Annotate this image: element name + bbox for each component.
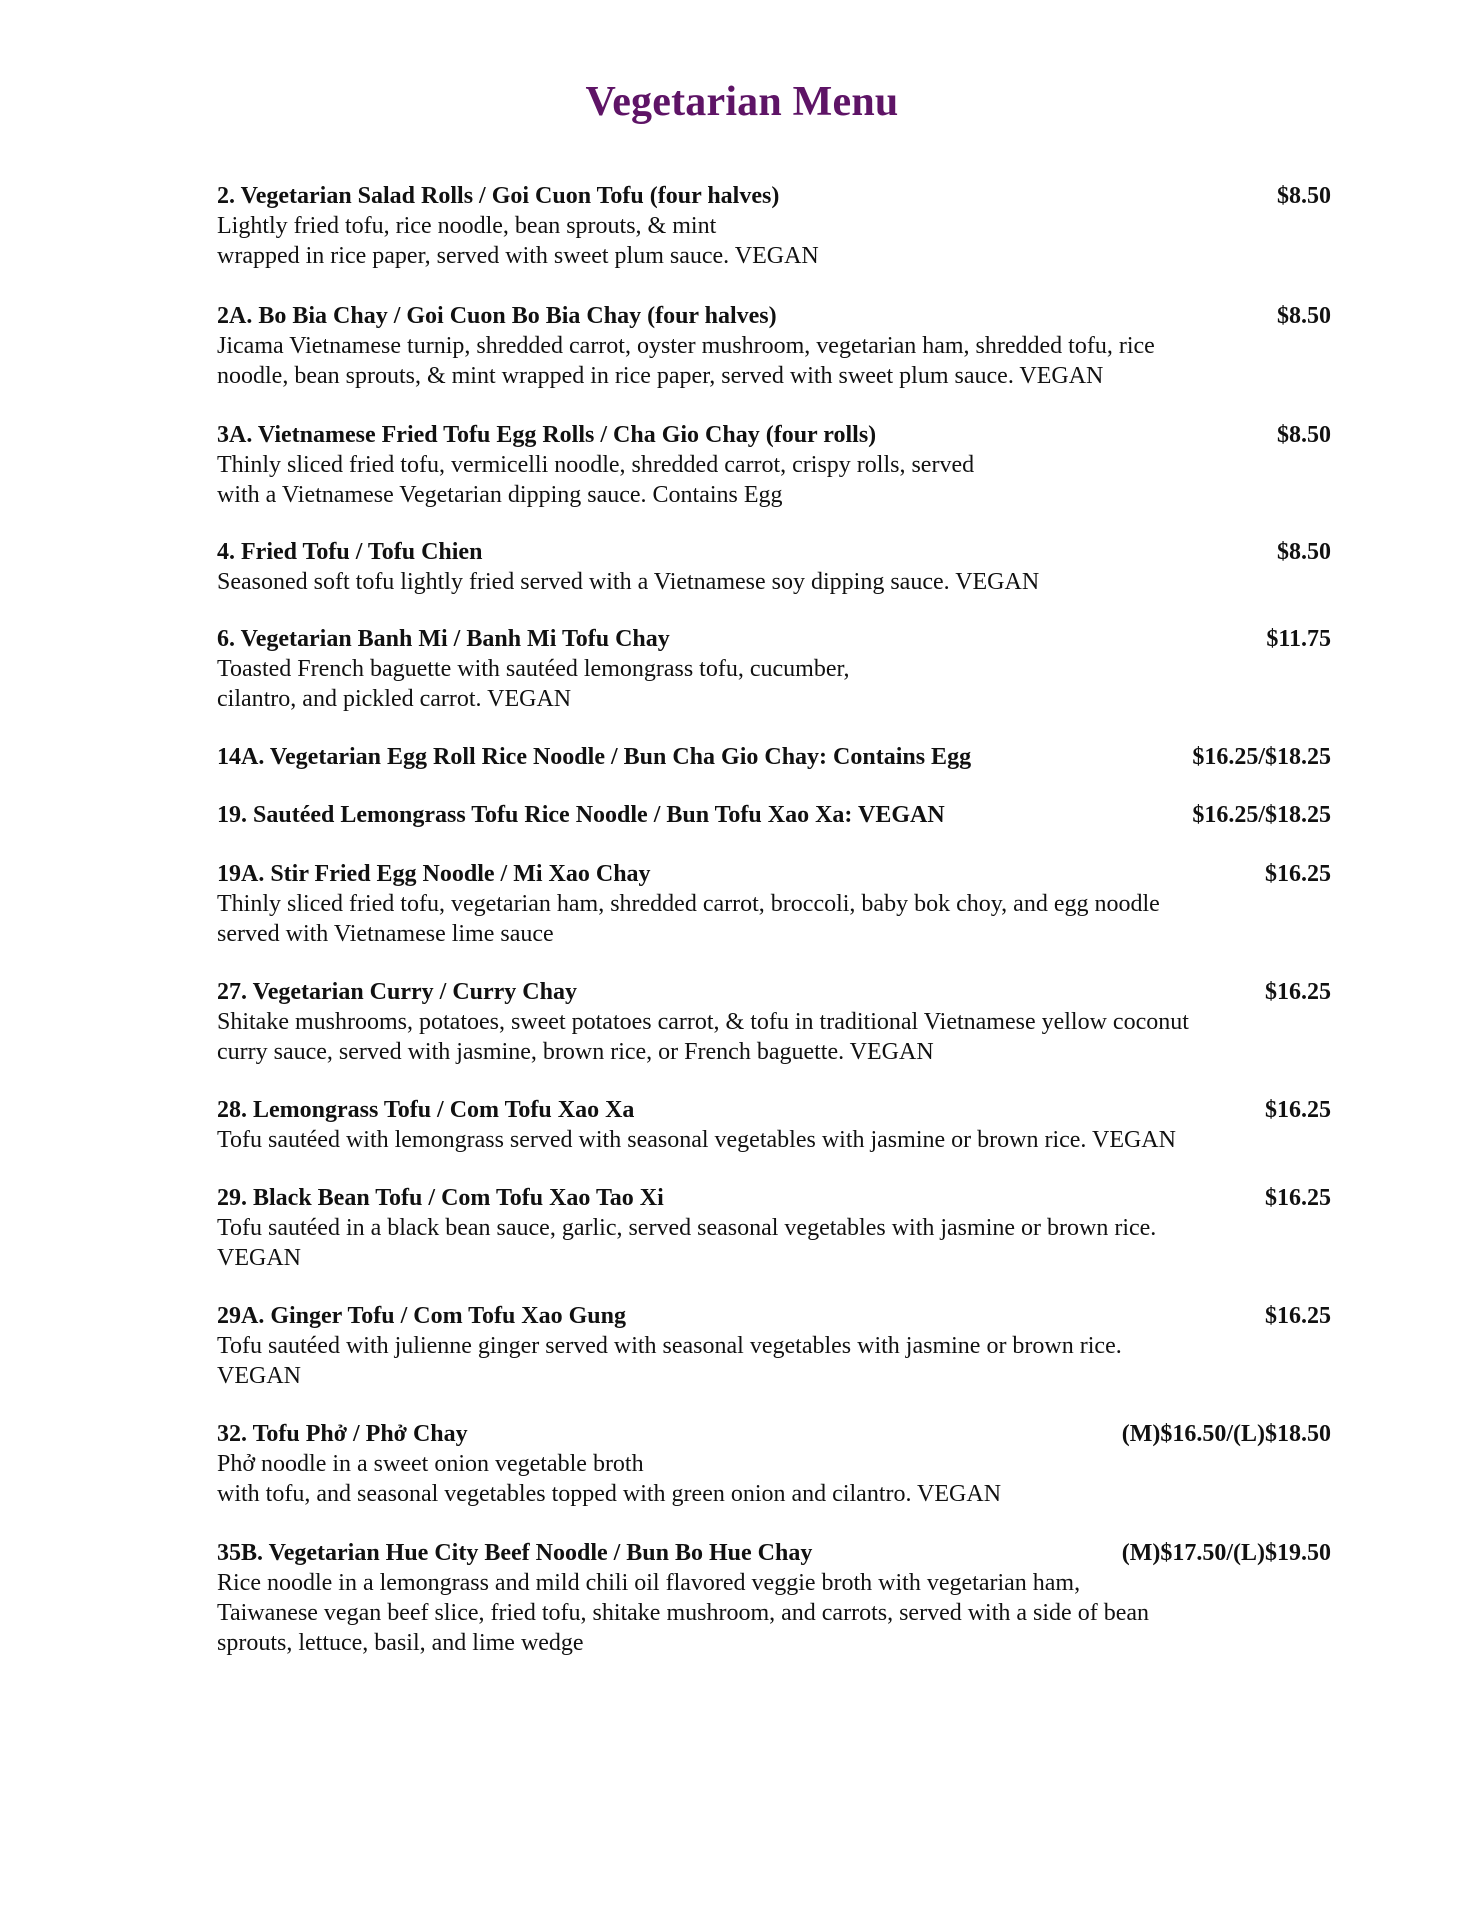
item-header <box>217 1419 1331 1449</box>
item-price: $8.50 <box>1277 183 1331 209</box>
menu-item <box>217 181 1331 271</box>
item-name: 2. Vegetarian Salad Rolls / Goi Cuon Tofu (four halves) <box>217 183 780 209</box>
item-description: with tofu, and seasonal vegetables topped with green onion and cilantro. VEGAN <box>217 1481 1002 1507</box>
item-description: cilantro, and pickled carrot. VEGAN <box>217 686 572 712</box>
item-name: 29. Black Bean Tofu / Com Tofu Xao Tao Xi <box>217 1185 664 1211</box>
item-description: Thinly sliced fried tofu, vermicelli noodle, shredded carrot, crispy rolls, served <box>217 452 975 478</box>
item-name: 6. Vegetarian Banh Mi / Banh Mi Tofu Chay <box>217 626 670 652</box>
item-header <box>217 1095 1331 1125</box>
item-description: served with Vietnamese lime sauce <box>217 921 554 947</box>
item-description: Rice noodle in a lemongrass and mild chili oil flavored veggie broth with vegetarian ham, <box>217 1570 1081 1596</box>
item-description: curry sauce, served with jasmine, brown rice, or French baguette. VEGAN <box>217 1039 934 1065</box>
item-name: 4. Fried Tofu / Tofu Chien <box>217 539 483 565</box>
item-name: 3A. Vietnamese Fried Tofu Egg Rolls / Cha Gio Chay (four rolls) <box>217 422 877 448</box>
item-name: 29A. Ginger Tofu / Com Tofu Xao Gung <box>217 1303 626 1329</box>
menu-item <box>217 420 1331 510</box>
item-header <box>217 624 1331 654</box>
item-price: $16.25/$18.25 <box>1192 744 1331 770</box>
menu-item <box>217 859 1331 949</box>
item-description: noodle, bean sprouts, & mint wrapped in rice paper, served with sweet plum sauce. VEGAN <box>217 363 1104 389</box>
menu-item <box>217 800 1331 830</box>
item-price: $16.25/$18.25 <box>1192 802 1331 828</box>
menu-item <box>217 977 1331 1067</box>
item-header <box>217 1183 1331 1213</box>
item-price: $16.25 <box>1265 1303 1331 1329</box>
item-header <box>217 742 1331 772</box>
item-header <box>217 859 1331 889</box>
item-price: $16.25 <box>1265 979 1331 1005</box>
menu-item <box>217 301 1331 391</box>
item-header <box>217 301 1331 331</box>
item-name: 14A. Vegetarian Egg Roll Rice Noodle / Bun Cha Gio Chay: Contains Egg <box>217 744 972 770</box>
item-description: Shitake mushrooms, potatoes, sweet potatoes carrot, & tofu in traditional Vietnamese yellow coconut <box>217 1009 1189 1035</box>
item-description: Tofu sautéed with julienne ginger served with seasonal vegetables with jasmine or brown rice. <box>217 1333 1122 1359</box>
item-price: (M)$16.50/(L)$18.50 <box>1121 1421 1331 1447</box>
menu-item <box>217 537 1331 597</box>
menu-item <box>217 1538 1331 1658</box>
item-price: $16.25 <box>1265 1097 1331 1123</box>
item-price: $8.50 <box>1277 303 1331 329</box>
item-description: Taiwanese vegan beef slice, fried tofu, shitake mushroom, and carrots, served with a side of bean <box>217 1600 1149 1626</box>
item-price: $16.25 <box>1265 1185 1331 1211</box>
item-description: Jicama Vietnamese turnip, shredded carrot, oyster mushroom, vegetarian ham, shredded tofu, rice <box>217 333 1155 359</box>
item-description: Phở noodle in a sweet onion vegetable broth <box>217 1451 644 1477</box>
item-description: VEGAN <box>217 1363 301 1389</box>
item-header <box>217 1301 1331 1331</box>
item-description: Tofu sautéed in a black bean sauce, garlic, served seasonal vegetables with jasmine or brown rice. <box>217 1215 1157 1241</box>
item-description: with a Vietnamese Vegetarian dipping sauce. Contains Egg <box>217 482 783 508</box>
item-description: Thinly sliced fried tofu, vegetarian ham, shredded carrot, broccoli, baby bok choy, and egg noodle <box>217 891 1160 917</box>
item-name: 32. Tofu Phở / Phở Chay <box>217 1421 468 1447</box>
item-description: wrapped in rice paper, served with sweet plum sauce. VEGAN <box>217 243 819 269</box>
item-name: 2A. Bo Bia Chay / Goi Cuon Bo Bia Chay (four halves) <box>217 303 777 329</box>
item-price: (M)$17.50/(L)$19.50 <box>1121 1540 1331 1566</box>
item-header <box>217 181 1331 211</box>
item-name: 35B. Vegetarian Hue City Beef Noodle / Bun Bo Hue Chay <box>217 1540 813 1566</box>
item-header <box>217 1538 1331 1568</box>
item-header <box>217 800 1331 830</box>
item-name: 27. Vegetarian Curry / Curry Chay <box>217 979 577 1005</box>
menu-item <box>217 1183 1331 1273</box>
item-description: Lightly fried tofu, rice noodle, bean sprouts, & mint <box>217 213 717 239</box>
menu-item <box>217 1301 1331 1391</box>
item-header <box>217 977 1331 1007</box>
menu-item <box>217 1419 1331 1509</box>
item-price: $8.50 <box>1277 422 1331 448</box>
item-header <box>217 537 1331 567</box>
menu-item <box>217 624 1331 714</box>
item-name: 19. Sautéed Lemongrass Tofu Rice Noodle / Bun Tofu Xao Xa: VEGAN <box>217 802 945 828</box>
item-description: sprouts, lettuce, basil, and lime wedge <box>217 1630 584 1656</box>
item-name: 28. Lemongrass Tofu / Com Tofu Xao Xa <box>217 1097 635 1123</box>
item-description: Toasted French baguette with sautéed lemongrass tofu, cucumber, <box>217 656 850 682</box>
item-header <box>217 420 1331 450</box>
item-description: Tofu sautéed with lemongrass served with seasonal vegetables with jasmine or brown rice. VEGAN <box>217 1127 1176 1153</box>
item-name: 19A. Stir Fried Egg Noodle / Mi Xao Chay <box>217 861 651 887</box>
item-price: $8.50 <box>1277 539 1331 565</box>
page-title: Vegetarian Menu <box>585 79 899 125</box>
menu-item <box>217 1095 1331 1155</box>
item-description: Seasoned soft tofu lightly fried served with a Vietnamese soy dipping sauce. VEGAN <box>217 569 1040 595</box>
item-price: $16.25 <box>1265 861 1331 887</box>
item-description: VEGAN <box>217 1245 301 1271</box>
item-price: $11.75 <box>1266 626 1331 652</box>
menu-item <box>217 742 1331 772</box>
